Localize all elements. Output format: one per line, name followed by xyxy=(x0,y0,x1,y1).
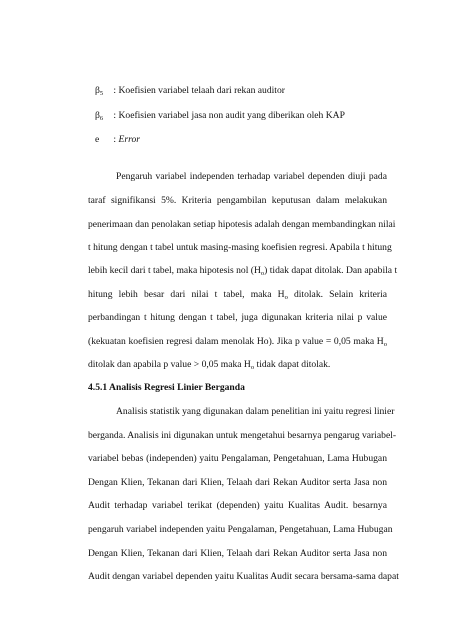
paragraph1-line: Pengaruh variabel independen terhadap variabel dependen diuji pada xyxy=(116,171,387,182)
paragraph1-line: hitung lebih besar dari nilai t tabel, maka $H_o$ ditolak. Selain kriteria xyxy=(88,289,387,301)
paragraph1-line: lebih kecil dari t tabel, maka hipotesis nol $(H_o)$ tidak dapat ditolak. Dan apabila t xyxy=(88,265,398,277)
paragraph2-line: Dengan Klien, Tekanan dari Klien, Telaah dari Rekan Auditor serta Jasa non xyxy=(88,548,387,559)
section-heading: 4.5.1 Analisis Regresi Linier Berganda xyxy=(88,382,245,393)
definition-beta6: $\beta_6$ : Koefisien variabel jasa non audit yang diberikan oleh KAP xyxy=(95,110,345,122)
paragraph2-line: Audit dengan variabel dependen yaitu Kualitas Audit secara bersama-sama dapat xyxy=(88,571,399,582)
definition-error: e : Error xyxy=(95,134,140,145)
paragraph2-line: variabel bebas (independen) yaitu Pengalaman, Pengetahuan, Lama Hubugan xyxy=(88,453,387,464)
paragraph2-line: pengaruh variabel independen yaitu Pengalaman, Pengetahuan, Lama Hubugan xyxy=(88,524,393,535)
paragraph2-line: Analisis statistik yang digunakan dalam penelitian ini yaitu regresi linier xyxy=(116,406,395,417)
paragraph1-line: penerimaan dan penolakan setiap hipotesis adalah dengan membandingkan nilai xyxy=(88,219,396,230)
definition-beta5: $\beta_5$ : Koefisien variabel telaah dari rekan auditor xyxy=(95,85,285,97)
paragraph1-line: t hitung dengan t tabel untuk masing-masing koefisien regresi. Apabila t hitung xyxy=(88,242,392,253)
paragraph1-line: perbandingan t hitung dengan t tabel, juga digunakan kriteria nilai p value xyxy=(88,312,387,323)
paragraph2-line: berganda. Analisis ini digunakan untuk mengetahui besarnya pengarug variabel- xyxy=(88,430,397,441)
paragraph1-line: taraf signifikansi 5%. Kriteria pengambilan keputusan dalam melakukan xyxy=(88,195,387,206)
paragraph1-line: (kekuatan koefisien regresi dalam menolak Ho). Jika p value = 0,05 maka $H_o$ xyxy=(88,336,387,348)
paragraph2-line: Dengan Klien, Tekanan dari Klien, Telaah dari Rekan Auditor serta Jasa non xyxy=(88,477,387,488)
paragraph2-line: Audit terhadap variabel terikat (dependen) yaitu Kualitas Audit. besarnya xyxy=(88,500,387,511)
paragraph1-line: ditolak dan apabila p value > 0,05 maka $H_o$ tidak dapat ditolak. xyxy=(88,359,331,371)
